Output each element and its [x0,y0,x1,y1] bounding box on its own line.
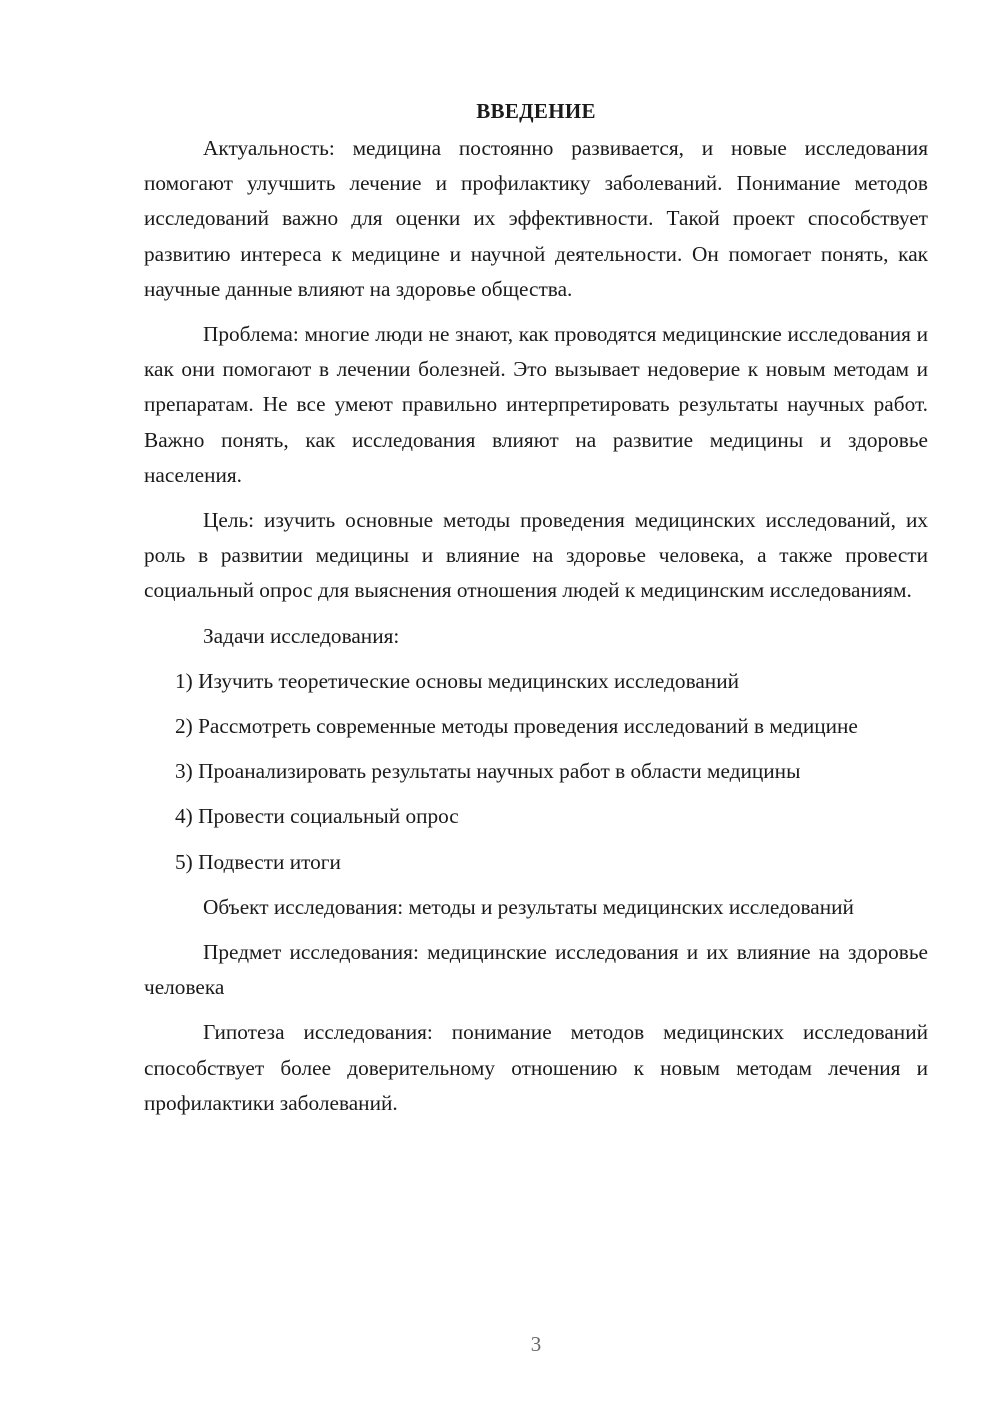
paragraph-goal: Цель: изучить основные методы проведения медицинских исследований, их роль в развитии медицины и влияние на здоровье человека, а также провести социальный опрос для выяснения отношения людей к медицинским исследованиям. [144,508,928,603]
tasks-title: Задачи исследования: [203,623,400,648]
paragraph-object: Объект исследования: методы и результаты медицинских исследований [203,894,854,919]
page-content [144,96,928,1131]
paragraph-problem: Проблема: многие люди не знают, как проводятся медицинские исследования и как они помогают в лечении болезней. Это вызывает недоверие к новым методам и препаратам. Не все умеют правильно интерпретировать результаты научных работ. Важно понять, как исследования влияют на развитие медицины и здоровье населения. [144,322,928,487]
list-item-task-4: 4) Провести социальный опрос [175,804,459,829]
paragraph-hypothesis: Гипотеза исследования: понимание методов медицинских исследований способствует более доверительному отношению к новым методам лечения и профилактики заболеваний. [144,1020,928,1115]
list-item-task-3: 3) Проанализировать результаты научных работ в области медицины [175,759,801,784]
page-title: ВВЕДЕНИЕ [476,99,596,123]
list-item-task-1: 1) Изучить теоретические основы медицинских исследований [175,668,740,693]
list-item-task-2: 2) Рассмотреть современные методы проведения исследований в медицине [175,714,858,739]
list-item-task-5: 5) Подвести итоги [175,849,341,874]
paragraph-subject: Предмет исследования: медицинские исследования и их влияние на здоровье человека [144,940,928,1000]
page-number: 3 [530,1332,542,1356]
paragraph-relevance: Актуальность: медицина постоянно развивается, и новые исследования помогают улучшить лечение и профилактику заболеваний. Понимание методов исследований важно для оценки их эффективности. Такой проект способствует развитию интереса к медицине и научной деятельности. Он помогает понять, как научные данные влияют на здоровье общества. [144,136,928,301]
